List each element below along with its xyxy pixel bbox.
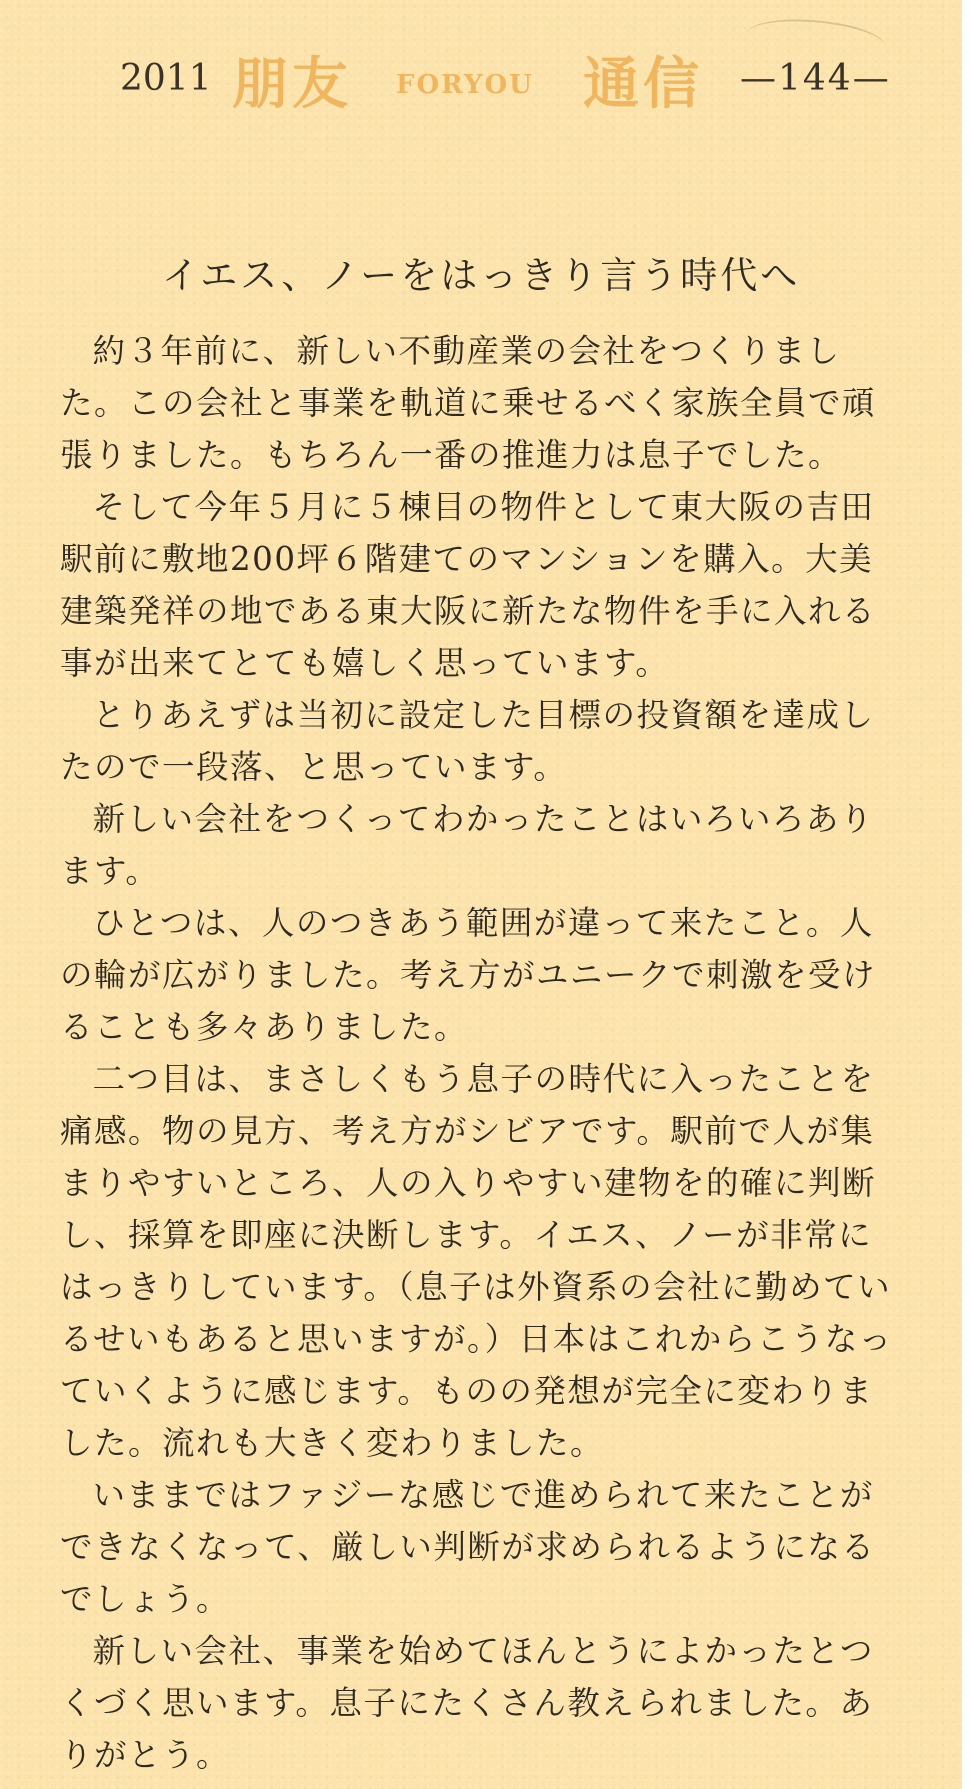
article-paragraph-3: とりあえずは当初に設定した目標の投資額を達成したので一段落、と思っています。 bbox=[60, 696, 875, 786]
header-brand-jp-2: 通信 bbox=[583, 51, 703, 117]
header-issue-number: —144— bbox=[740, 58, 891, 99]
article-paragraph-1: 約３年前に、新しい不動産業の会社をつくりました。この会社と事業を軌道に乗せるべく家族全員で頑張りました。もちろん一番の推進力は息子でした。 bbox=[60, 332, 877, 474]
article-body bbox=[60, 325, 905, 1781]
article-paragraph-8: 新しい会社、事業を始めてほんとうによかったとつくづく思います。息子にたくさん教えられました。ありがとう。 bbox=[60, 1632, 874, 1774]
article-paragraph-7: いままではファジーな感じで進められて来たことができなくなって、厳しい判断が求められるようになるでしょう。 bbox=[60, 1476, 876, 1618]
article-paragraph-5: ひとつは、人のつきあう範囲が違って来たこと。人の輪が広がりました。考え方がユニークで刺激を受けることも多々ありました。 bbox=[60, 904, 877, 1046]
article-paragraph-2: そして今年５月に５棟目の物件として東大阪の吉田駅前に敷地200坪６階建てのマンションを購入。大美建築発祥の地である東大阪に新たな物件を手に入れる事が出来てとても嬉しく思っています。 bbox=[60, 488, 877, 682]
header-year: 2011 bbox=[120, 58, 212, 99]
article-title: イエス、ノーをはっきり言う時代へ bbox=[161, 254, 801, 297]
article-paragraph-4: 新しい会社をつくってわかったことはいろいろあります。 bbox=[60, 800, 874, 890]
article-paragraph-6: 二つ目は、まさしくもう息子の時代に入ったことを痛感。物の見方、考え方がシビアです。駅前で人が集まりやすいところ、人の入りやすい建物を的確に判断し、採算を即座に決断します。イエス、ノーが非常にはっきりしています。（息子は外資系の会社に勤めているせいもあると思いますが。）日本はこれからこうなっていくように感じます。ものの発想が完全に変わりました。流れも大きく変わりました。 bbox=[60, 1060, 893, 1462]
header-brand-en: FORYOU bbox=[396, 70, 534, 100]
newsletter-header bbox=[0, 40, 962, 117]
header-brand-jp-1: 朋友 bbox=[232, 51, 352, 117]
